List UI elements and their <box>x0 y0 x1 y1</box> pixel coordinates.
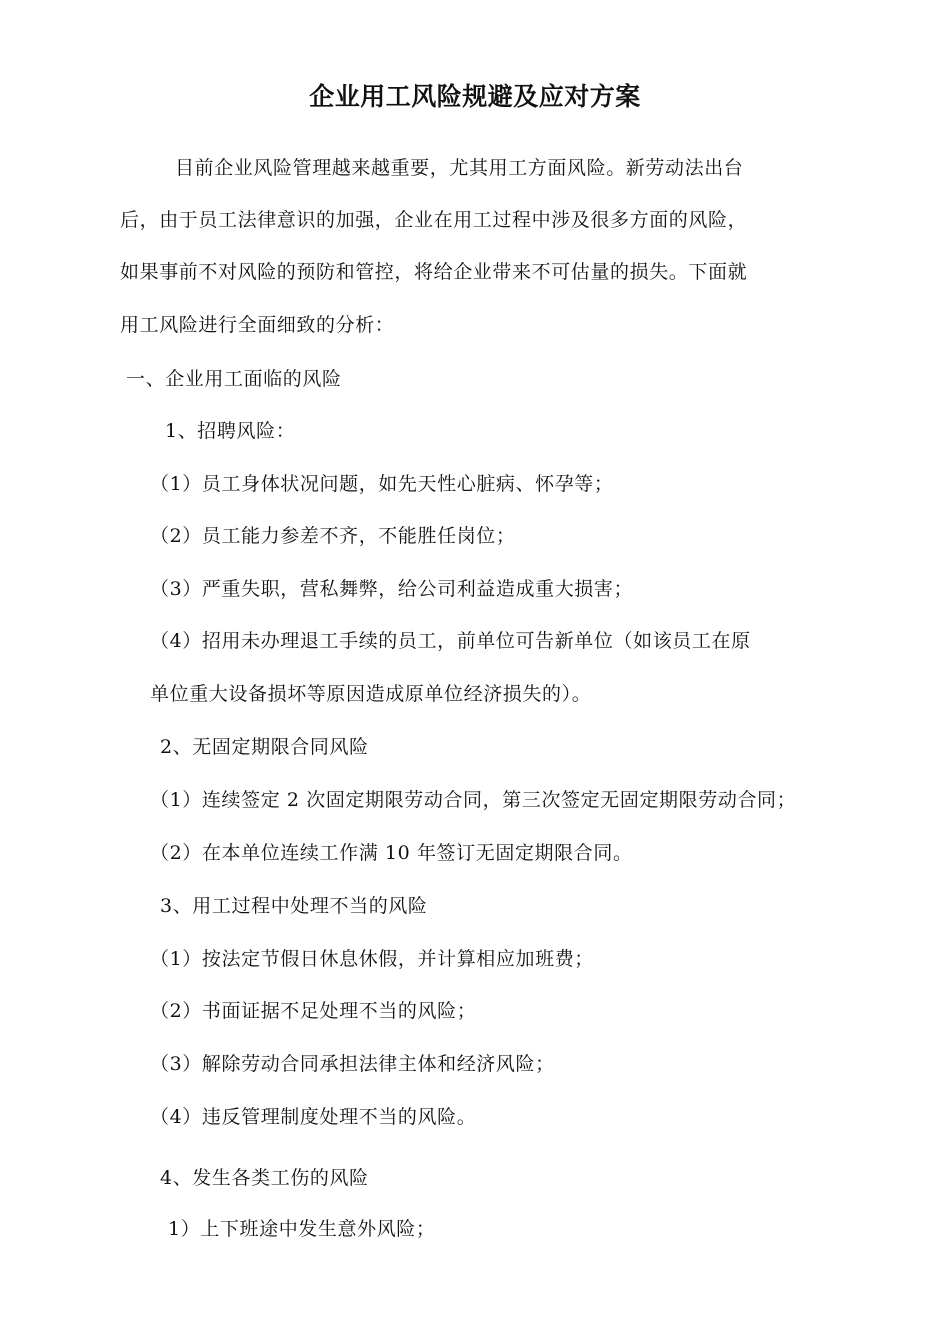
list-item-continuation: 单位重大设备损坏等原因造成原单位经济损失的）。 <box>150 683 592 705</box>
list-item: （4）违反管理制度处理不当的风险。 <box>150 1106 477 1128</box>
list-item: （3）解除劳动合同承担法律主体和经济风险； <box>150 1053 555 1075</box>
intro-line: 如果事前不对风险的预防和管控，将给企业带来不可估量的损失。下面就 <box>120 261 748 283</box>
subsection-heading: 3、用工过程中处理不当的风险 <box>160 895 428 917</box>
intro-line: 目前企业风险管理越来越重要，尤其用工方面风险。新劳动法出台 <box>175 157 744 179</box>
list-item: （3）严重失职，营私舞弊，给公司利益造成重大损害； <box>150 578 634 600</box>
subsection-heading: 4、发生各类工伤的风险 <box>160 1167 369 1189</box>
document-title: 企业用工风险规避及应对方案 <box>309 82 641 111</box>
subsection-heading: 2、无固定期限合同风险 <box>160 736 369 758</box>
subsection-heading: 1、招聘风险： <box>165 420 296 442</box>
list-item: 1）上下班途中发生意外风险； <box>168 1218 436 1240</box>
list-item: （2）书面证据不足处理不当的风险； <box>150 1000 477 1022</box>
list-item: （2）在本单位连续工作满 10 年签订无固定期限合同。 <box>150 842 633 864</box>
list-item: （1）员工身体状况问题，如先天性心脏病、怀孕等； <box>150 473 614 495</box>
intro-line: 后，由于员工法律意识的加强，企业在用工过程中涉及很多方面的风险， <box>120 209 748 231</box>
list-item: （4）招用未办理退工手续的员工，前单位可告新单位（如该员工在原 <box>150 630 751 652</box>
section-heading: 一、企业用工面临的风险 <box>126 368 342 390</box>
list-item: （1）连续签定 2 次固定期限劳动合同，第三次签定无固定期限劳动合同； <box>150 789 797 811</box>
list-item: （1）按法定节假日休息休假，并计算相应加班费； <box>150 948 594 970</box>
list-item: （2）员工能力参差不齐，不能胜任岗位； <box>150 525 516 547</box>
intro-line: 用工风险进行全面细致的分析： <box>120 314 395 336</box>
